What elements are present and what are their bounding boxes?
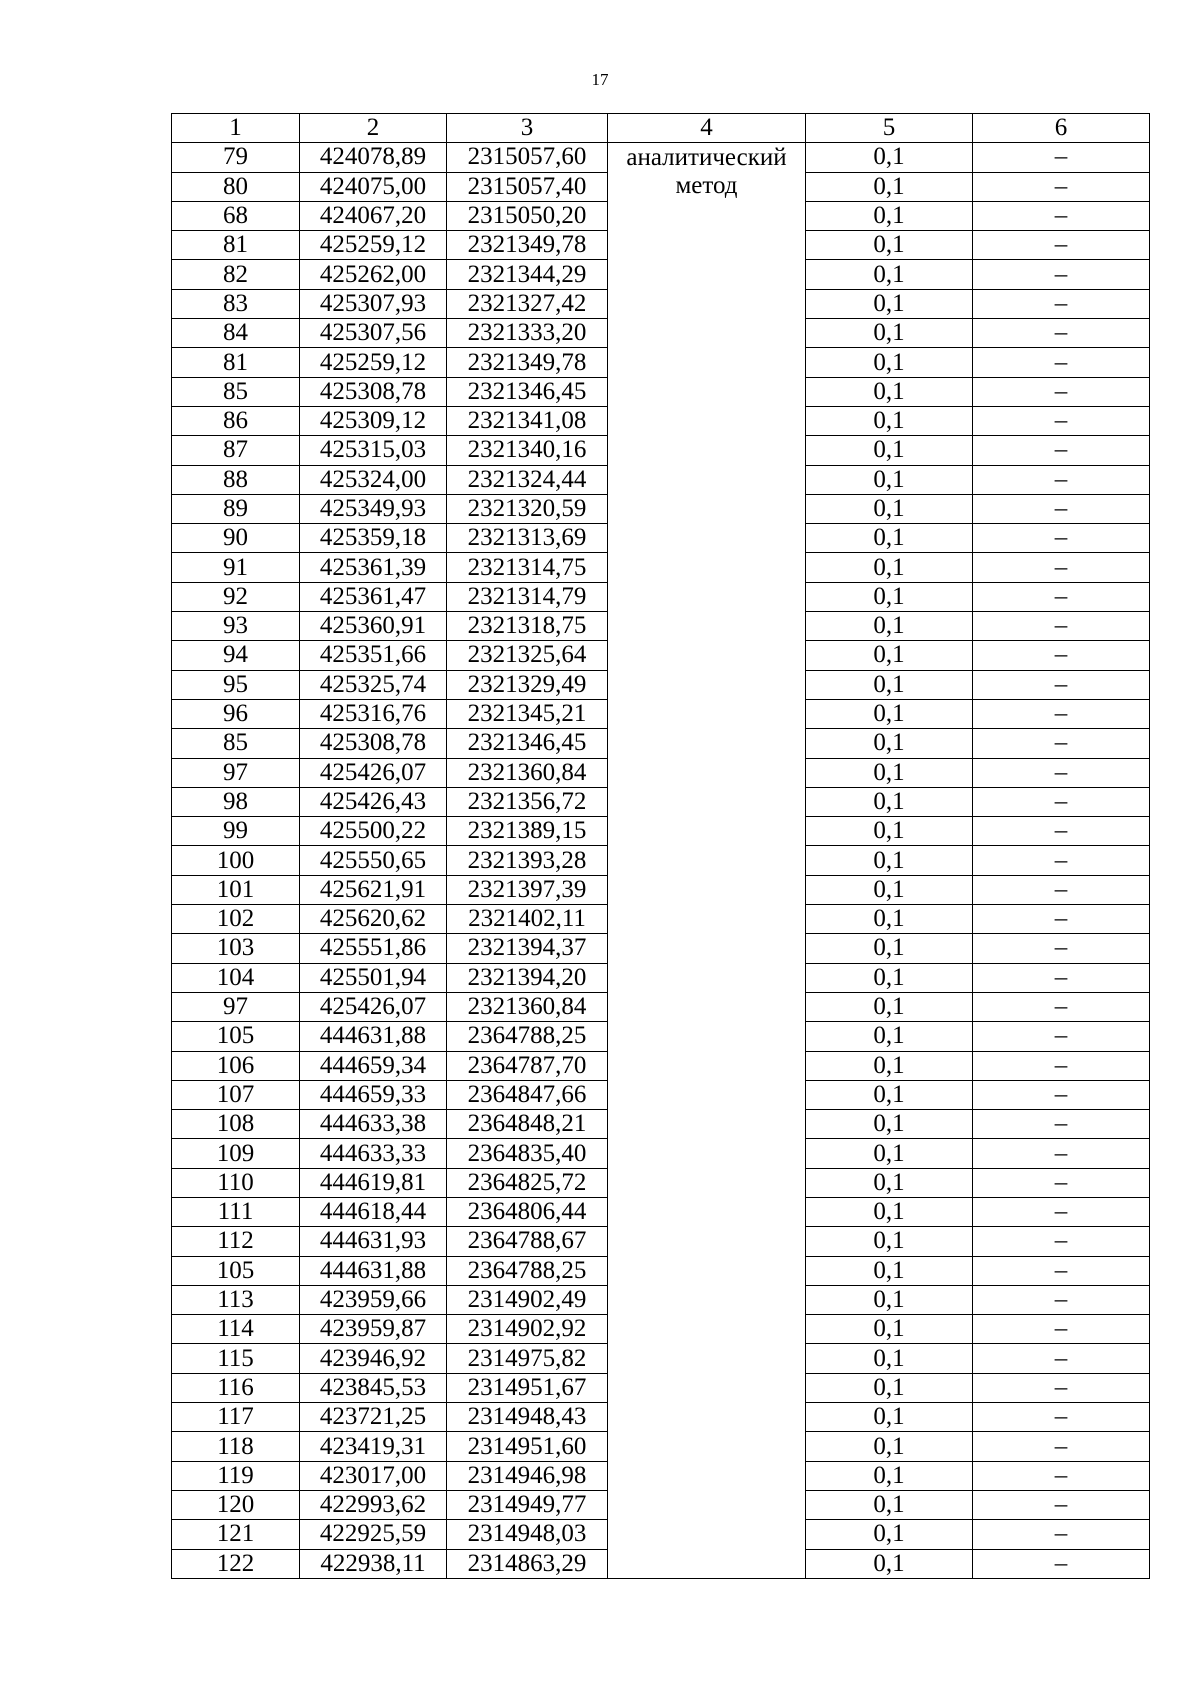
y-coordinate-cell: 2321397,39: [447, 875, 608, 904]
y-coordinate-cell: 2321314,75: [447, 553, 608, 582]
column-header: 3: [447, 114, 608, 143]
error-value-cell: 0,1: [806, 905, 973, 934]
error-value-cell: 0,1: [806, 172, 973, 201]
point-number-cell: 87: [172, 436, 300, 465]
point-number-cell: 110: [172, 1168, 300, 1197]
column-header: 1: [172, 114, 300, 143]
y-coordinate-cell: 2315057,60: [447, 143, 608, 172]
y-coordinate-cell: 2321389,15: [447, 817, 608, 846]
error-value-cell: 0,1: [806, 319, 973, 348]
dash-cell: –: [973, 582, 1150, 611]
x-coordinate-cell: 425426,43: [300, 787, 447, 816]
x-coordinate-cell: 422938,11: [300, 1549, 447, 1578]
dash-cell: –: [973, 787, 1150, 816]
dash-cell: –: [973, 1315, 1150, 1344]
point-number-cell: 89: [172, 494, 300, 523]
point-number-cell: 119: [172, 1461, 300, 1490]
x-coordinate-cell: 444631,93: [300, 1227, 447, 1256]
dash-cell: –: [973, 289, 1150, 318]
y-coordinate-cell: 2321325,64: [447, 641, 608, 670]
dash-cell: –: [973, 201, 1150, 230]
dash-cell: –: [973, 729, 1150, 758]
x-coordinate-cell: 425349,93: [300, 494, 447, 523]
error-value-cell: 0,1: [806, 1168, 973, 1197]
dash-cell: –: [973, 670, 1150, 699]
point-number-cell: 118: [172, 1432, 300, 1461]
error-value-cell: 0,1: [806, 1080, 973, 1109]
x-coordinate-cell: 425361,39: [300, 553, 447, 582]
x-coordinate-cell: 425620,62: [300, 905, 447, 934]
point-number-cell: 97: [172, 992, 300, 1021]
error-value-cell: 0,1: [806, 260, 973, 289]
point-number-cell: 84: [172, 319, 300, 348]
y-coordinate-cell: 2364806,44: [447, 1197, 608, 1226]
point-number-cell: 85: [172, 729, 300, 758]
x-coordinate-cell: 425551,86: [300, 934, 447, 963]
error-value-cell: 0,1: [806, 641, 973, 670]
x-coordinate-cell: 425308,78: [300, 729, 447, 758]
x-coordinate-cell: 425360,91: [300, 612, 447, 641]
x-coordinate-cell: 425351,66: [300, 641, 447, 670]
y-coordinate-cell: 2315057,40: [447, 172, 608, 201]
y-coordinate-cell: 2314948,43: [447, 1403, 608, 1432]
point-number-cell: 103: [172, 934, 300, 963]
x-coordinate-cell: 425359,18: [300, 524, 447, 553]
column-header: 5: [806, 114, 973, 143]
method-text: метод: [675, 172, 738, 200]
x-coordinate-cell: 423946,92: [300, 1344, 447, 1373]
y-coordinate-cell: 2321341,08: [447, 406, 608, 435]
x-coordinate-cell: 425500,22: [300, 817, 447, 846]
point-number-cell: 98: [172, 787, 300, 816]
dash-cell: –: [973, 1373, 1150, 1402]
error-value-cell: 0,1: [806, 1520, 973, 1549]
method-cell: [608, 143, 806, 1579]
x-coordinate-cell: 425621,91: [300, 875, 447, 904]
error-value-cell: 0,1: [806, 1403, 973, 1432]
x-coordinate-cell: 423959,66: [300, 1285, 447, 1314]
point-number-cell: 94: [172, 641, 300, 670]
x-coordinate-cell: 425308,78: [300, 377, 447, 406]
y-coordinate-cell: 2321320,59: [447, 494, 608, 523]
error-value-cell: 0,1: [806, 348, 973, 377]
error-value-cell: 0,1: [806, 524, 973, 553]
y-coordinate-cell: 2314949,77: [447, 1490, 608, 1519]
error-value-cell: 0,1: [806, 582, 973, 611]
y-coordinate-cell: 2321393,28: [447, 846, 608, 875]
y-coordinate-cell: 2321314,79: [447, 582, 608, 611]
error-value-cell: 0,1: [806, 846, 973, 875]
dash-cell: –: [973, 143, 1150, 172]
point-number-cell: 95: [172, 670, 300, 699]
error-value-cell: 0,1: [806, 758, 973, 787]
y-coordinate-cell: 2321360,84: [447, 758, 608, 787]
dash-cell: –: [973, 612, 1150, 641]
y-coordinate-cell: 2364787,70: [447, 1051, 608, 1080]
y-coordinate-cell: 2321333,20: [447, 319, 608, 348]
point-number-cell: 111: [172, 1197, 300, 1226]
x-coordinate-cell: 425501,94: [300, 963, 447, 992]
dash-cell: –: [973, 172, 1150, 201]
point-number-cell: 105: [172, 1022, 300, 1051]
y-coordinate-cell: 2321346,45: [447, 377, 608, 406]
x-coordinate-cell: 444659,33: [300, 1080, 447, 1109]
y-coordinate-cell: 2364848,21: [447, 1110, 608, 1139]
error-value-cell: 0,1: [806, 875, 973, 904]
point-number-cell: 116: [172, 1373, 300, 1402]
dash-cell: –: [973, 377, 1150, 406]
dash-cell: –: [973, 1490, 1150, 1519]
page-number: 17: [591, 70, 609, 89]
error-value-cell: 0,1: [806, 1022, 973, 1051]
point-number-cell: 68: [172, 201, 300, 230]
dash-cell: –: [973, 1197, 1150, 1226]
error-value-cell: 0,1: [806, 436, 973, 465]
point-number-cell: 105: [172, 1256, 300, 1285]
x-coordinate-cell: 444619,81: [300, 1168, 447, 1197]
y-coordinate-cell: 2321327,42: [447, 289, 608, 318]
error-value-cell: 0,1: [806, 699, 973, 728]
dash-cell: –: [973, 1110, 1150, 1139]
dash-cell: –: [973, 1227, 1150, 1256]
dash-cell: –: [973, 553, 1150, 582]
x-coordinate-cell: 423845,53: [300, 1373, 447, 1402]
dash-cell: –: [973, 260, 1150, 289]
y-coordinate-cell: 2321402,11: [447, 905, 608, 934]
error-value-cell: 0,1: [806, 729, 973, 758]
point-number-cell: 80: [172, 172, 300, 201]
x-coordinate-cell: 424067,20: [300, 201, 447, 230]
point-number-cell: 106: [172, 1051, 300, 1080]
point-number-cell: 122: [172, 1549, 300, 1578]
x-coordinate-cell: 425307,93: [300, 289, 447, 318]
error-value-cell: 0,1: [806, 963, 973, 992]
point-number-cell: 121: [172, 1520, 300, 1549]
error-value-cell: 0,1: [806, 465, 973, 494]
x-coordinate-cell: 425325,74: [300, 670, 447, 699]
dash-cell: –: [973, 524, 1150, 553]
dash-cell: –: [973, 1432, 1150, 1461]
column-header: 6: [973, 114, 1150, 143]
point-number-cell: 85: [172, 377, 300, 406]
x-coordinate-cell: 425324,00: [300, 465, 447, 494]
x-coordinate-cell: 425550,65: [300, 846, 447, 875]
dash-cell: –: [973, 1461, 1150, 1490]
y-coordinate-cell: 2364788,25: [447, 1022, 608, 1051]
error-value-cell: 0,1: [806, 406, 973, 435]
x-coordinate-cell: 444633,38: [300, 1110, 447, 1139]
dash-cell: –: [973, 641, 1150, 670]
point-number-cell: 97: [172, 758, 300, 787]
point-number-cell: 117: [172, 1403, 300, 1432]
x-coordinate-cell: 425259,12: [300, 231, 447, 260]
dash-cell: –: [973, 817, 1150, 846]
y-coordinate-cell: 2321340,16: [447, 436, 608, 465]
y-coordinate-cell: 2314902,92: [447, 1315, 608, 1344]
y-coordinate-cell: 2314948,03: [447, 1520, 608, 1549]
error-value-cell: 0,1: [806, 934, 973, 963]
y-coordinate-cell: 2321329,49: [447, 670, 608, 699]
column-header: 4: [608, 114, 806, 143]
dash-cell: –: [973, 875, 1150, 904]
x-coordinate-cell: 425309,12: [300, 406, 447, 435]
x-coordinate-cell: 444659,34: [300, 1051, 447, 1080]
dash-cell: –: [973, 934, 1150, 963]
point-number-cell: 102: [172, 905, 300, 934]
table-body: [172, 143, 1150, 1579]
point-number-cell: 82: [172, 260, 300, 289]
error-value-cell: 0,1: [806, 494, 973, 523]
x-coordinate-cell: 424075,00: [300, 172, 447, 201]
error-value-cell: 0,1: [806, 1285, 973, 1314]
y-coordinate-cell: 2321345,21: [447, 699, 608, 728]
x-coordinate-cell: 423017,00: [300, 1461, 447, 1490]
error-value-cell: 0,1: [806, 1490, 973, 1519]
x-coordinate-cell: 423419,31: [300, 1432, 447, 1461]
point-number-cell: 90: [172, 524, 300, 553]
point-number-cell: 81: [172, 231, 300, 260]
error-value-cell: 0,1: [806, 992, 973, 1021]
x-coordinate-cell: 422925,59: [300, 1520, 447, 1549]
header-row: [172, 114, 1150, 143]
dash-cell: –: [973, 1403, 1150, 1432]
x-coordinate-cell: 425361,47: [300, 582, 447, 611]
y-coordinate-cell: 2314946,98: [447, 1461, 608, 1490]
y-coordinate-cell: 2364847,66: [447, 1080, 608, 1109]
dash-cell: –: [973, 406, 1150, 435]
dash-cell: –: [973, 319, 1150, 348]
y-coordinate-cell: 2314863,29: [447, 1549, 608, 1578]
error-value-cell: 0,1: [806, 1256, 973, 1285]
dash-cell: –: [973, 1168, 1150, 1197]
error-value-cell: 0,1: [806, 377, 973, 406]
x-coordinate-cell: 444631,88: [300, 1022, 447, 1051]
error-value-cell: 0,1: [806, 1227, 973, 1256]
x-coordinate-cell: 444631,88: [300, 1256, 447, 1285]
point-number-cell: 99: [172, 817, 300, 846]
x-coordinate-cell: 425307,56: [300, 319, 447, 348]
error-value-cell: 0,1: [806, 787, 973, 816]
dash-cell: –: [973, 905, 1150, 934]
y-coordinate-cell: 2321344,29: [447, 260, 608, 289]
dash-cell: –: [973, 436, 1150, 465]
column-header: 2: [300, 114, 447, 143]
dash-cell: –: [973, 1520, 1150, 1549]
point-number-cell: 86: [172, 406, 300, 435]
error-value-cell: 0,1: [806, 1432, 973, 1461]
y-coordinate-cell: 2321394,20: [447, 963, 608, 992]
error-value-cell: 0,1: [806, 1110, 973, 1139]
y-coordinate-cell: 2314902,49: [447, 1285, 608, 1314]
y-coordinate-cell: 2315050,20: [447, 201, 608, 230]
y-coordinate-cell: 2321360,84: [447, 992, 608, 1021]
dash-cell: –: [973, 1051, 1150, 1080]
y-coordinate-cell: 2314975,82: [447, 1344, 608, 1373]
x-coordinate-cell: 422993,62: [300, 1490, 447, 1519]
point-number-cell: 113: [172, 1285, 300, 1314]
point-number-cell: 112: [172, 1227, 300, 1256]
y-coordinate-cell: 2321324,44: [447, 465, 608, 494]
error-value-cell: 0,1: [806, 817, 973, 846]
point-number-cell: 100: [172, 846, 300, 875]
x-coordinate-cell: 425316,76: [300, 699, 447, 728]
point-number-cell: 96: [172, 699, 300, 728]
dash-cell: –: [973, 758, 1150, 787]
dash-cell: –: [973, 1256, 1150, 1285]
dash-cell: –: [973, 963, 1150, 992]
error-value-cell: 0,1: [806, 1315, 973, 1344]
dash-cell: –: [973, 992, 1150, 1021]
point-number-cell: 93: [172, 612, 300, 641]
y-coordinate-cell: 2321346,45: [447, 729, 608, 758]
error-value-cell: 0,1: [806, 1051, 973, 1080]
point-number-cell: 107: [172, 1080, 300, 1109]
point-number-cell: 120: [172, 1490, 300, 1519]
x-coordinate-cell: 423721,25: [300, 1403, 447, 1432]
x-coordinate-cell: 425259,12: [300, 348, 447, 377]
y-coordinate-cell: 2364788,67: [447, 1227, 608, 1256]
x-coordinate-cell: 423959,87: [300, 1315, 447, 1344]
dash-cell: –: [973, 494, 1150, 523]
error-value-cell: 0,1: [806, 1197, 973, 1226]
point-number-cell: 91: [172, 553, 300, 582]
dash-cell: –: [973, 1285, 1150, 1314]
x-coordinate-cell: 425426,07: [300, 992, 447, 1021]
dash-cell: –: [973, 231, 1150, 260]
point-number-cell: 79: [172, 143, 300, 172]
point-number-cell: 81: [172, 348, 300, 377]
point-number-cell: 101: [172, 875, 300, 904]
dash-cell: –: [973, 1139, 1150, 1168]
y-coordinate-cell: 2321349,78: [447, 231, 608, 260]
x-coordinate-cell: 444633,33: [300, 1139, 447, 1168]
point-number-cell: 108: [172, 1110, 300, 1139]
method-text: аналитический: [626, 144, 787, 172]
y-coordinate-cell: 2364825,72: [447, 1168, 608, 1197]
error-value-cell: 0,1: [806, 1344, 973, 1373]
dash-cell: –: [973, 465, 1150, 494]
error-value-cell: 0,1: [806, 1549, 973, 1578]
point-number-cell: 115: [172, 1344, 300, 1373]
x-coordinate-cell: 425315,03: [300, 436, 447, 465]
table-row: [172, 143, 1150, 172]
y-coordinate-cell: 2364788,25: [447, 1256, 608, 1285]
dash-cell: –: [973, 1022, 1150, 1051]
y-coordinate-cell: 2321349,78: [447, 348, 608, 377]
error-value-cell: 0,1: [806, 670, 973, 699]
dash-cell: –: [973, 699, 1150, 728]
y-coordinate-cell: 2314951,67: [447, 1373, 608, 1402]
x-coordinate-cell: 444618,44: [300, 1197, 447, 1226]
error-value-cell: 0,1: [806, 612, 973, 641]
y-coordinate-cell: 2364835,40: [447, 1139, 608, 1168]
y-coordinate-cell: 2314951,60: [447, 1432, 608, 1461]
x-coordinate-cell: 424078,89: [300, 143, 447, 172]
error-value-cell: 0,1: [806, 553, 973, 582]
point-number-cell: 109: [172, 1139, 300, 1168]
dash-cell: –: [973, 1549, 1150, 1578]
point-number-cell: 88: [172, 465, 300, 494]
x-coordinate-cell: 425262,00: [300, 260, 447, 289]
y-coordinate-cell: 2321356,72: [447, 787, 608, 816]
error-value-cell: 0,1: [806, 1139, 973, 1168]
coordinates-table: [171, 113, 1150, 1579]
error-value-cell: 0,1: [806, 1461, 973, 1490]
error-value-cell: 0,1: [806, 231, 973, 260]
dash-cell: –: [973, 846, 1150, 875]
point-number-cell: 104: [172, 963, 300, 992]
y-coordinate-cell: 2321394,37: [447, 934, 608, 963]
dash-cell: –: [973, 1344, 1150, 1373]
error-value-cell: 0,1: [806, 201, 973, 230]
y-coordinate-cell: 2321313,69: [447, 524, 608, 553]
point-number-cell: 114: [172, 1315, 300, 1344]
y-coordinate-cell: 2321318,75: [447, 612, 608, 641]
x-coordinate-cell: 425426,07: [300, 758, 447, 787]
error-value-cell: 0,1: [806, 143, 973, 172]
point-number-cell: 92: [172, 582, 300, 611]
error-value-cell: 0,1: [806, 1373, 973, 1402]
error-value-cell: 0,1: [806, 289, 973, 318]
point-number-cell: 83: [172, 289, 300, 318]
dash-cell: –: [973, 1080, 1150, 1109]
dash-cell: –: [973, 348, 1150, 377]
